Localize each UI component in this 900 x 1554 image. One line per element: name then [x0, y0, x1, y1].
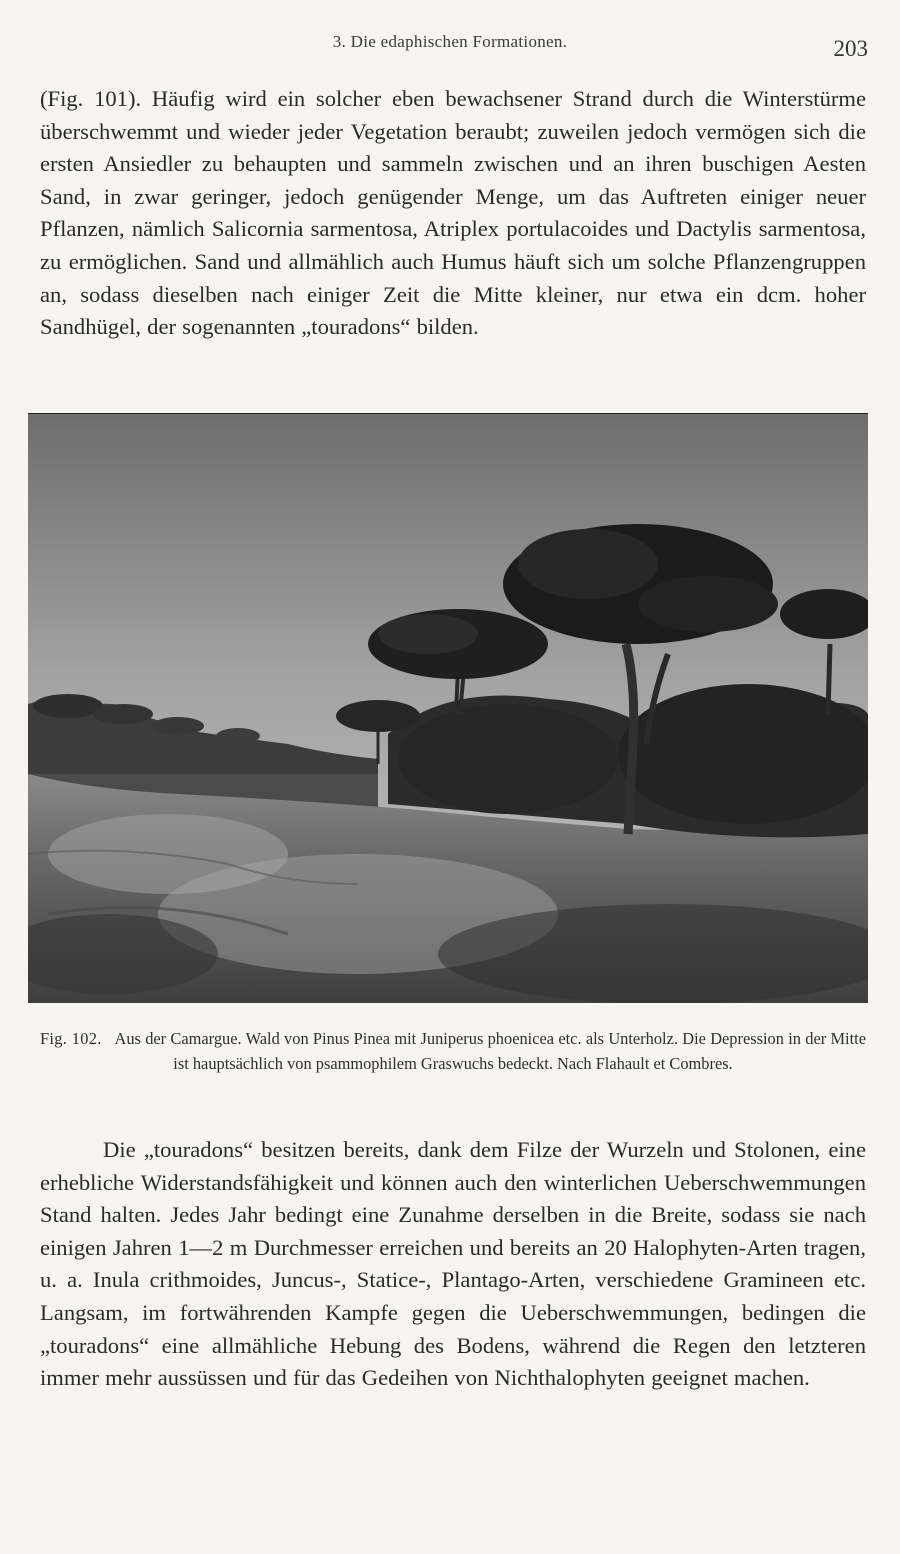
figure-caption	[40, 1026, 866, 1076]
figure-label: Fig. 102.	[40, 1029, 102, 1048]
figure-photograph	[28, 413, 868, 1003]
page-header	[0, 32, 900, 62]
running-head: 3. Die edaphischen Formationen.	[332, 32, 568, 51]
page-number: 203	[833, 36, 868, 61]
body-paragraph-1: (Fig. 101). Häufig wird ein solcher eben bewachsener Strand durch die Winterstürme überschwemmt und wieder jeder Vegetation beraubt; zuweilen jedoch vermögen sich die ersten Ansiedler zu behaupten und sammeln zwischen und an ihren buschigen Aesten Sand, in zwar geringer, jedoch genügender Menge, um das Auftreten einiger neuer Pflanzen, nämlich Salicornia sarmentosa, Atriplex portulacoides und Dactylis sarmentosa, zu ermöglichen. Sand und allmählich auch Humus häuft sich um solche Pflanzengruppen an, sodass dieselben nach einiger Zeit die Mitte kleiner, nur etwa ein dcm. hoher Sandhügel, der sogenannten „touradons“ bilden.	[40, 86, 866, 340]
body-paragraph-2: Die „touradons“ besitzen bereits, dank dem Filze der Wurzeln und Stolonen, eine erhebliche Widerstandsfähigkeit und können auch den winterlichen Ueberschwemmungen Stand halten. Jedes Jahr bedingt eine Zunahme derselben in die Breite, sodass sie nach einigen Jahren 1—2 m Durchmesser erreichen und bereits an 20 Halophyten-Arten tragen, u. a. Inula crithmoides, Juncus-, Statice-, Plantago-Arten, verschiedene Gramineen etc. Langsam, im fortwährenden Kampfe gegen die Ueberschwemmungen, bedingen die „touradons“ eine allmähliche Hebung des Bodens, während die Regen den letzteren immer mehr aussüssen und für das Gedeihen von Nichthalophyten geeignet machen.	[40, 1137, 866, 1391]
figure-caption-text: Aus der Camargue. Wald von Pinus Pinea mit Juniperus phoenicea etc. als Unterholz. Die Depression in der Mitte ist hauptsächlich von psammophilem Graswuchs bedeckt. Nach Flahault et Combres.	[114, 1029, 866, 1073]
landscape-photo	[28, 414, 868, 1003]
